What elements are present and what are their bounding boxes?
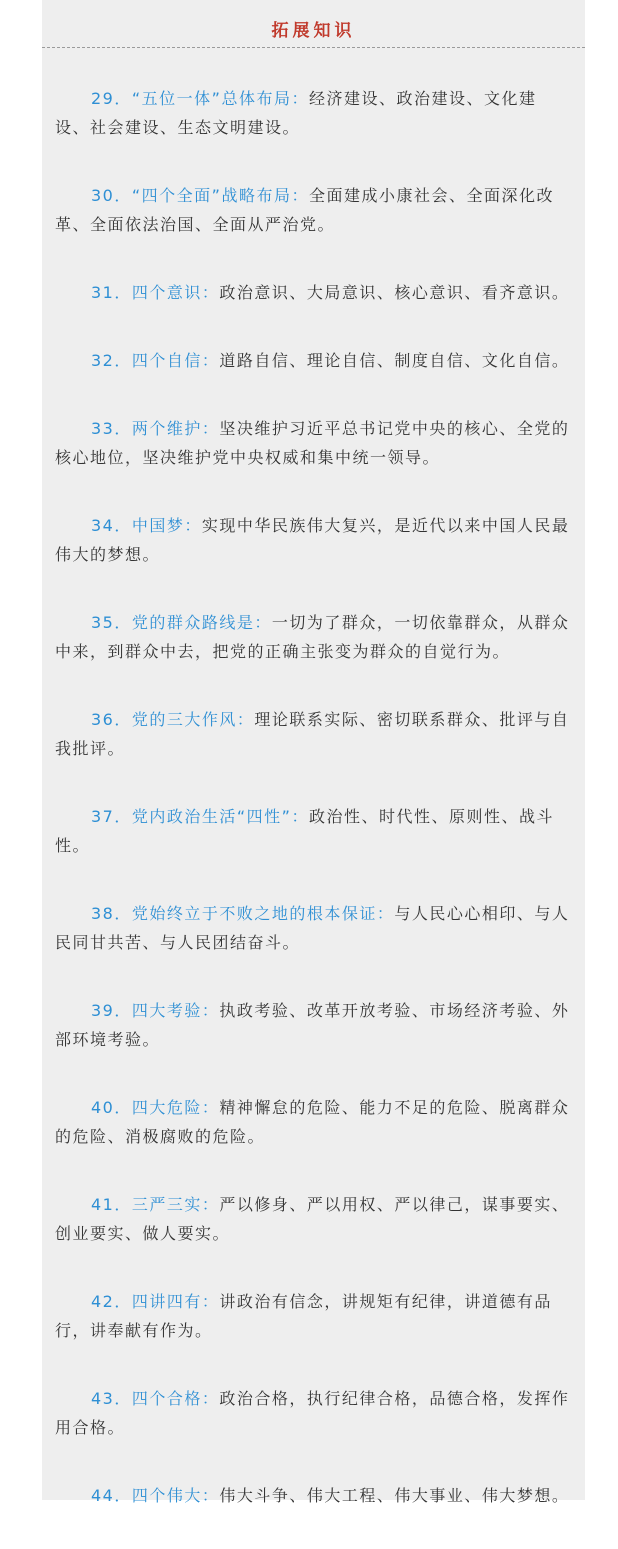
item-text: 全面建成小康社会、全面深化改革、全面依法治国、全面从严治党。 [55,186,554,234]
item-text: 道路自信、理论自信、制度自信、文化自信。 [219,351,570,370]
item-term: 29．“五位一体”总体布局： [91,89,309,108]
item-text: 一切为了群众，一切依靠群众，从群众中来，到群众中去，把党的正确主张变为群众的自觉行为。 [55,613,570,661]
item-text: 政治意识、大局意识、核心意识、看齐意识。 [219,283,570,302]
item-text: 严以修身、严以用权、严以律己，谋事要实、创业要实、做人要实。 [55,1195,570,1243]
knowledge-item [55,996,570,1054]
item-text: 讲政治有信念，讲规矩有纪律，讲道德有品行，讲奉献有作为。 [55,1292,552,1340]
item-text: 政治合格，执行纪律合格，品德合格，发挥作用合格。 [55,1389,570,1437]
knowledge-item [55,1287,570,1345]
item-term: 30．“四个全面”战略布局： [91,186,309,205]
section-title: 拓展知识 [271,21,356,41]
knowledge-item [55,705,570,763]
item-text: 精神懈怠的危险、能力不足的危险、脱离群众的危险、消极腐败的危险。 [55,1098,570,1146]
knowledge-item [55,278,570,307]
item-term: 40．四大危险： [91,1098,220,1117]
knowledge-item [55,899,570,957]
item-text: 执政考验、改革开放考验、市场经济考验、外部环境考验。 [55,1001,570,1049]
item-term: 44．四个伟大： [91,1486,220,1505]
item-text: 理论联系实际、密切联系群众、批评与自我批评。 [55,710,570,758]
knowledge-item [55,802,570,860]
item-term: 32．四个自信： [91,351,220,370]
item-term: 35．党的群众路线是： [91,613,272,632]
item-text: 实现中华民族伟大复兴，是近代以来中国人民最伟大的梦想。 [55,516,570,564]
header-divider [42,47,585,48]
knowledge-item [55,1190,570,1248]
item-term: 39．四大考验： [91,1001,220,1020]
item-text: 与人民心心相印、与人民同甘共苦、与人民团结奋斗。 [55,904,570,952]
knowledge-list [55,84,570,1549]
knowledge-item [55,1093,570,1151]
item-term: 37．党内政治生活“四性”： [91,807,309,826]
item-text: 经济建设、政治建设、文化建设、社会建设、生态文明建设。 [55,89,537,137]
knowledge-item [55,84,570,142]
item-term: 33．两个维护： [91,419,220,438]
knowledge-item [55,1384,570,1442]
knowledge-item [55,346,570,375]
item-term: 36．党的三大作风： [91,710,255,729]
item-term: 41．三严三实： [91,1195,220,1214]
item-text: 政治性、时代性、原则性、战斗性。 [55,807,554,855]
item-text: 伟大斗争、伟大工程、伟大事业、伟大梦想。 [219,1486,570,1505]
item-term: 43．四个合格： [91,1389,220,1408]
knowledge-item [55,181,570,239]
item-text: 坚决维护习近平总书记党中央的核心、全党的核心地位，坚决维护党中央权威和集中统一领导。 [55,419,570,467]
item-term: 38．党始终立于不败之地的根本保证： [91,904,395,923]
section-header [42,0,585,48]
item-term: 34．中国梦： [91,516,202,535]
knowledge-item [55,414,570,472]
item-term: 42．四讲四有： [91,1292,220,1311]
knowledge-item [55,1481,570,1510]
item-term: 31．四个意识： [91,283,220,302]
knowledge-item [55,511,570,569]
knowledge-item [55,608,570,666]
